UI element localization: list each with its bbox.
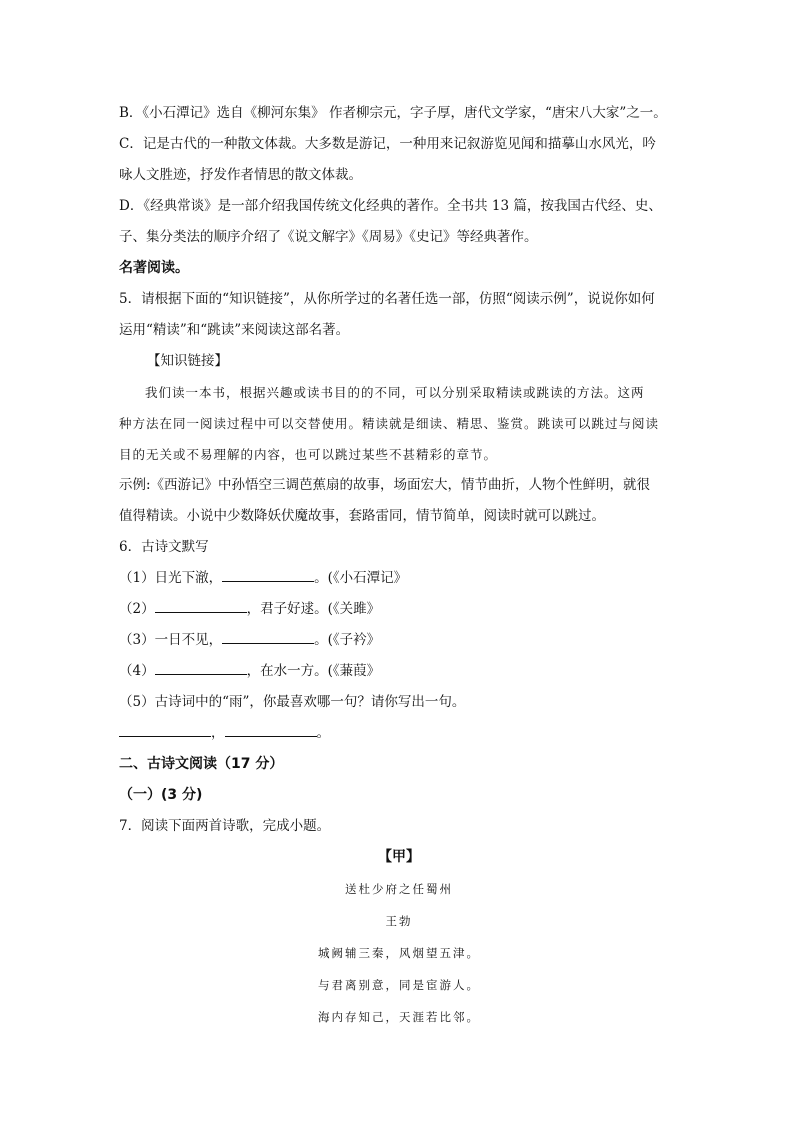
item4-suffix: ，在水一方。(《蒹葭》: [246, 663, 381, 679]
answer-blank-5a[interactable]: [119, 722, 211, 737]
option-d-line2: 子、集分类法的顺序介绍了《说文解字》《周易》《史记》等经典著作。: [119, 229, 538, 245]
answer-blank-1[interactable]: [222, 567, 314, 582]
question-7-line: 7．阅读下面两首诗歌，完成小题。: [119, 818, 331, 834]
item3-suffix: 。(《子衿》: [314, 632, 381, 648]
poem-line-2: 与君离别意，同是宦游人。: [318, 978, 480, 992]
question-6-item5: （5）古诗词中的“雨”，你最喜欢哪一句？请你写出一句。: [119, 694, 466, 710]
question-6-item3: [119, 625, 679, 656]
question-6-item4: [119, 656, 679, 687]
question-6-answer-line: [119, 718, 679, 749]
question-5-line1: 5．请根据下面的“知识链接”，从你所学过的名著任选一部，仿照“阅读示例”，说说你如何: [119, 291, 655, 307]
poem-author: 王勃: [385, 914, 413, 928]
item4-prefix: （4）: [119, 663, 155, 679]
item3-prefix: （3）一日不见，: [119, 632, 223, 648]
example-line1: 示例:《西游记》中孙悟空三调芭蕉扇的故事，场面宏大，情节曲折，人物个性鲜明，就很: [119, 477, 651, 493]
subsection-1-heading: （一）(3 分): [119, 787, 203, 803]
item1-prefix: （1）日光下澈，: [119, 570, 223, 586]
knowledge-link-title: 【知识链接】: [147, 353, 228, 369]
answer-blank-2[interactable]: [155, 598, 247, 613]
answer-blank-4[interactable]: [155, 660, 247, 675]
knowledge-link-line1: 我们读一本书，根据兴趣或读书目的的不同，可以分别采取精读或跳读的方法。这两: [145, 385, 645, 400]
poem-title: 送杜少府之任蜀州: [345, 882, 453, 896]
item2-prefix: （2）: [119, 601, 155, 617]
option-d-line1: D．《经典常谈》是一部介绍我国传统文化经典的著作。全书共 13 篇，按我国古代经、史、: [119, 198, 662, 214]
question-5-line2: 运用“精读”和“跳读”来阅读这部名著。: [119, 322, 350, 338]
knowledge-link-line2: 种方法在同一阅读过程中可以交替使用。精读就是细读、精思、鉴赏。跳读可以跳过与阅读: [119, 416, 660, 431]
poem-label: 【甲】: [378, 849, 420, 865]
option-c-line2: 咏人文胜迹，抒发作者情思的散文体裁。: [119, 167, 362, 183]
option-b: B．《小石潭记》选自《柳河东集》 作者柳宗元，字子厚，唐代文学家，“唐宋八大家”之一。: [119, 105, 667, 121]
answer-blank-5b[interactable]: [225, 722, 317, 737]
document-page: [119, 98, 679, 1033]
question-6-item1: [119, 563, 679, 594]
poem-line-3: 海内存知己，天涯若比邻。: [318, 1010, 480, 1024]
section-heading-mingzhu: 名著阅读。: [119, 260, 189, 276]
item2-suffix: ，君子好逑。(《关雎》: [246, 601, 381, 617]
answer-separator: ，: [211, 725, 225, 741]
section-2-heading: 二、古诗文阅读（17 分）: [119, 756, 284, 772]
question-6-item2: [119, 594, 679, 625]
answer-end: 。: [316, 725, 330, 741]
example-line2: 值得精读。小说中少数降妖伏魔故事，套路雷同，情节简单，阅读时就可以跳过。: [119, 508, 605, 524]
option-c-line1: C．记是古代的一种散文体裁。大多数是游记，一种用来记叙游览见闻和描摹山水风光，吟: [119, 136, 656, 152]
item1-suffix: 。(《小石潭记》: [314, 570, 408, 586]
poem-line-1: 城阙辅三秦，风烟望五津。: [318, 946, 480, 960]
answer-blank-3[interactable]: [222, 629, 314, 644]
knowledge-link-line3: 目的无关或不易理解的内容，也可以跳过某些不甚精彩的章节。: [119, 447, 498, 462]
question-6-title: 6．古诗文默写: [119, 539, 209, 555]
